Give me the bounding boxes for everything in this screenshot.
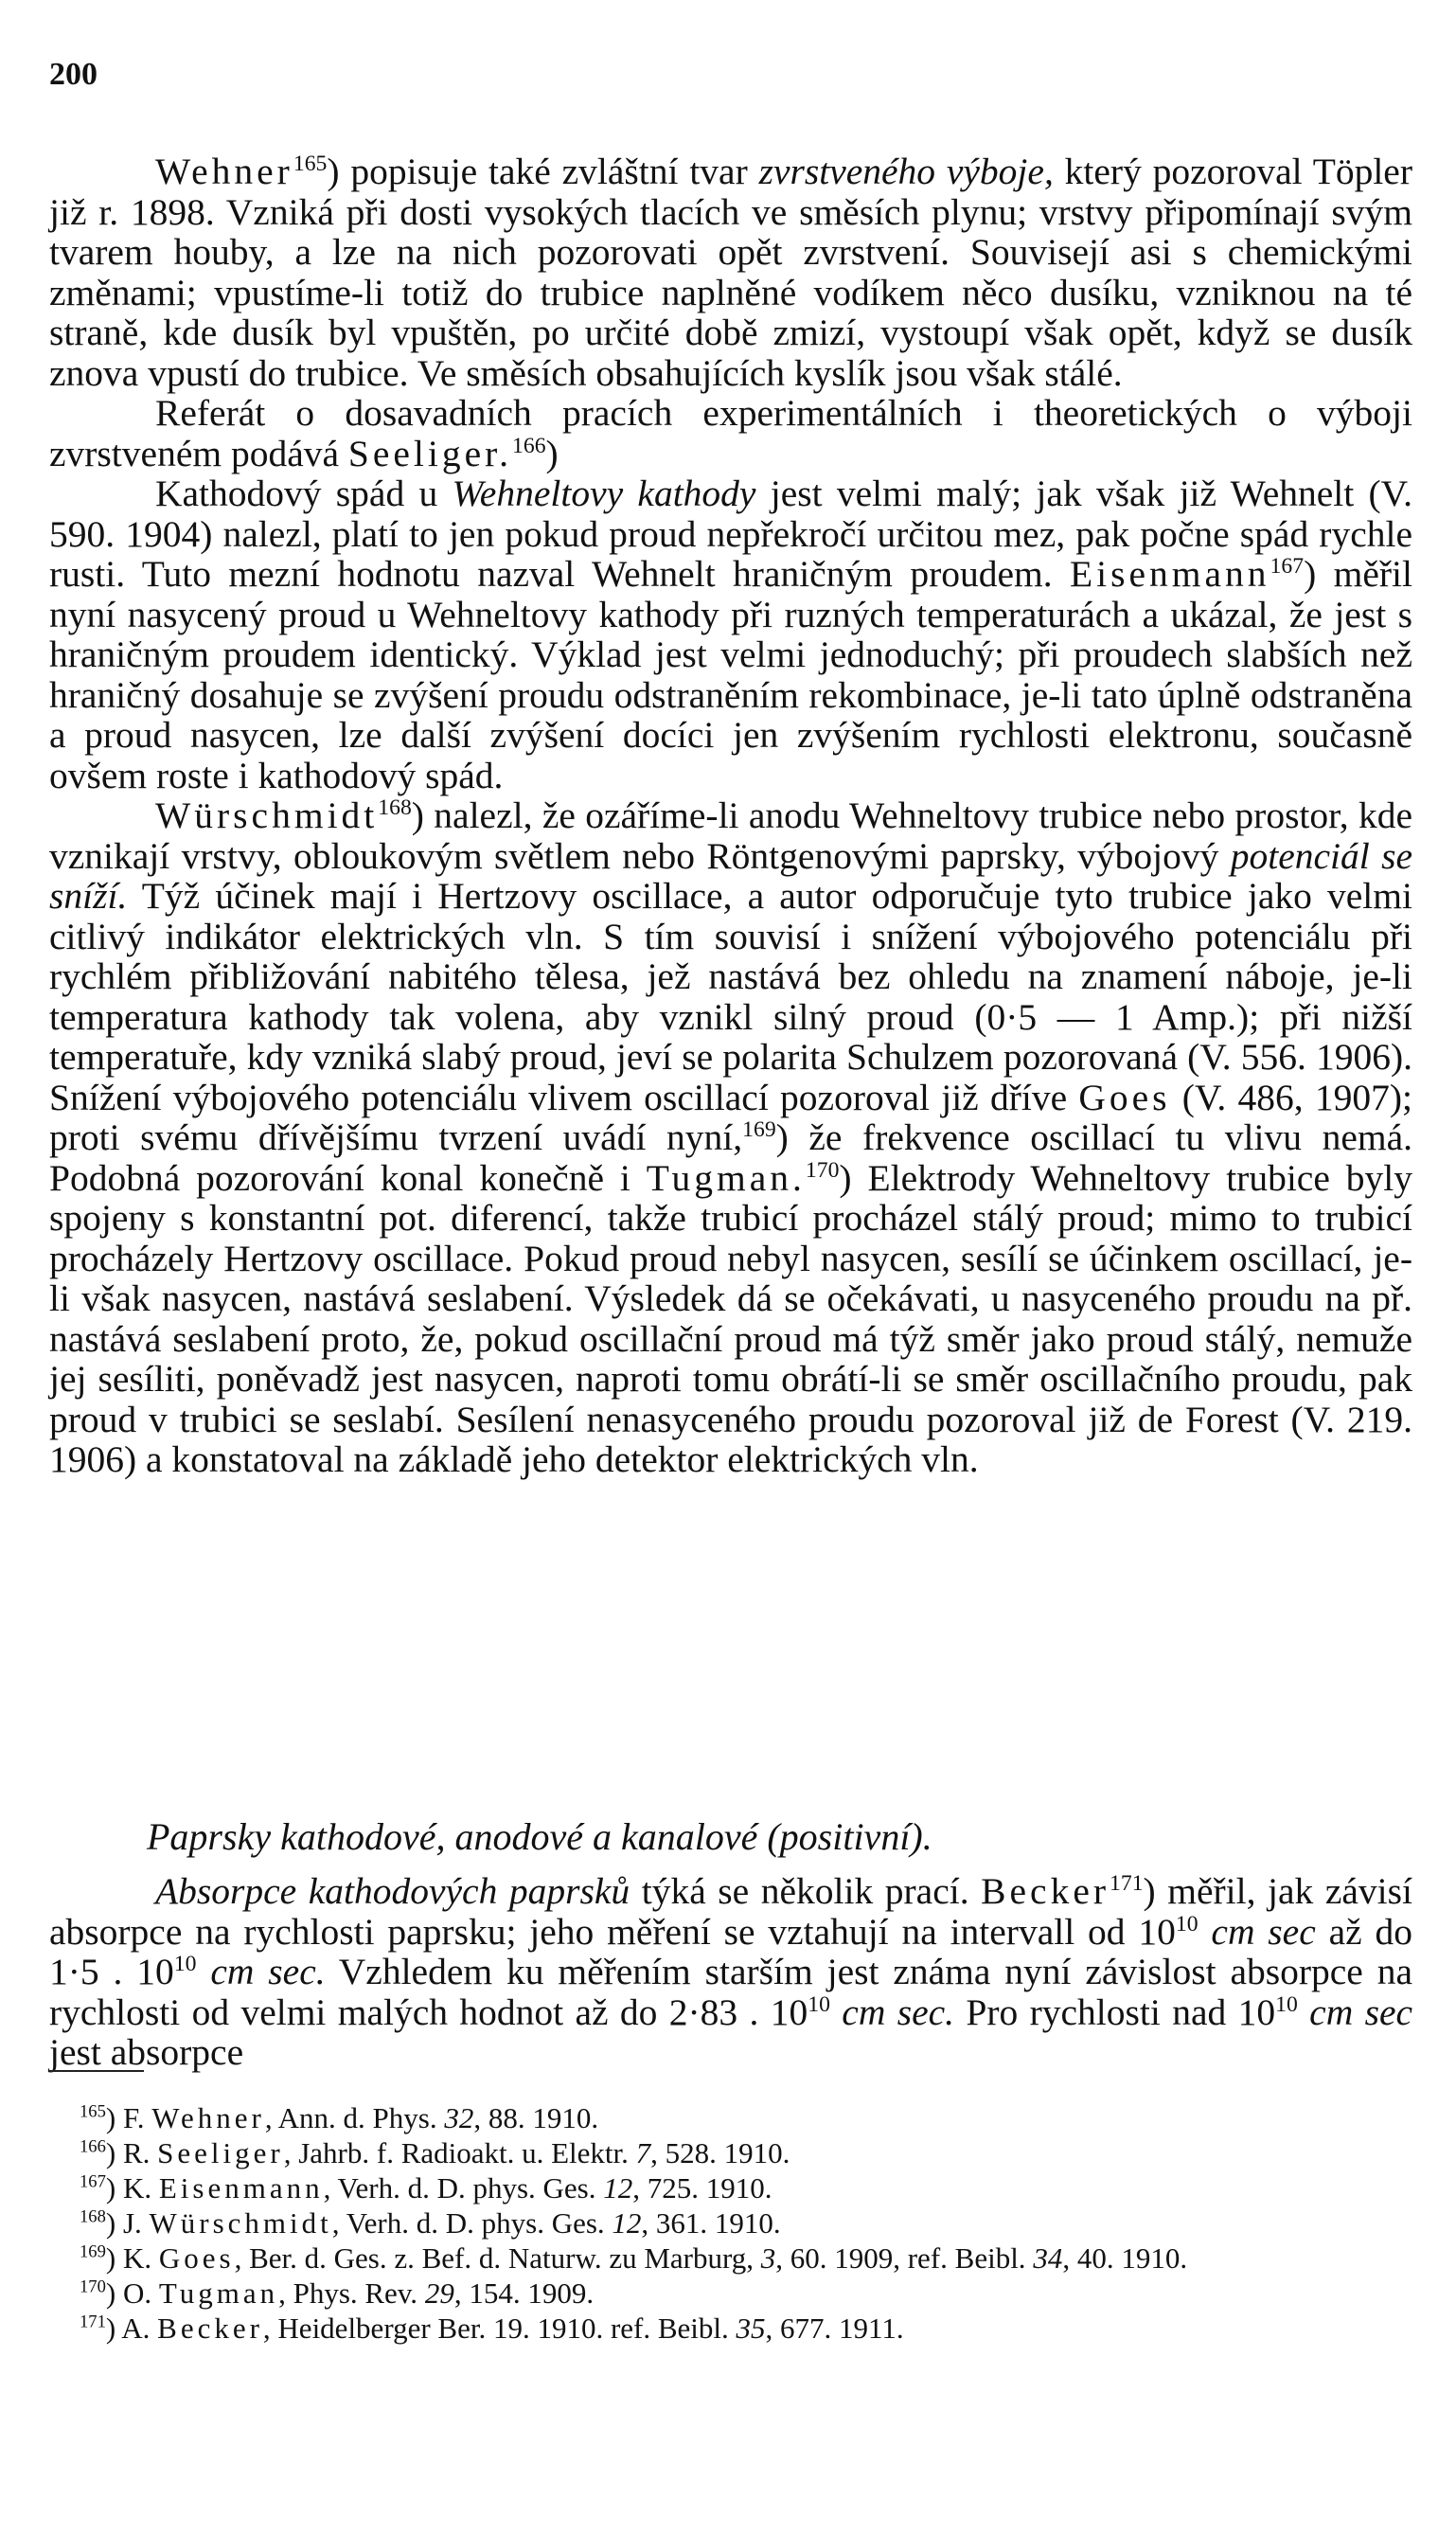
paragraph — [49, 1871, 1412, 2073]
text-run: ) A. — [105, 2312, 158, 2345]
paragraph — [49, 473, 1412, 795]
text-run: , 528. 1910. — [650, 2136, 790, 2169]
text-run: cm sec. — [210, 1951, 326, 1992]
text-run: ) že frekvence oscillací tu vlivu nemá. Podobná pozorování konal konečně i — [49, 1116, 1412, 1199]
text-run: cm sec — [1309, 1991, 1413, 2033]
footnote — [49, 2276, 1412, 2311]
text-run: ) měřil, jak závisí absorpce na rychlosti paprsku; jeho měření se vztahují na intervall od 10 — [49, 1870, 1412, 1953]
footnote-ref: 166 — [80, 2136, 106, 2157]
text-run: ) F. — [105, 2101, 152, 2134]
text-run: , Ann. d. Phys. — [264, 2101, 445, 2134]
text-run: Týž účinek mají i Hertzovy oscillace, a autor odporučuje tyto trubice jako velmi citlivý indikátor elektrických vln. S tím souvisí i snížení výbojového potenciálu při rychlém přibližování nabitého tělesa, jež nastává bez ohledu na znamení náboje, je-li temperatura kathody tak volena, aby vznikl silný proud (0·5 — 1 Amp.); při nižší temperatuře, kdy vzniká slabý proud, jeví se polarita Schulzem pozorovaná (V. 556. 1906). Snížení výbojového potenciálu vlivem oscillací pozoroval již dříve — [49, 875, 1412, 1118]
text-run: 34 — [1033, 2241, 1063, 2275]
text-run: , 677. 1911. — [765, 2312, 904, 2345]
author-name: Becker — [157, 2312, 263, 2345]
text-run: který pozoroval Töpler již r. 1898. Vzniká při dosti vysokých tlacích ve směsích plynu; vrstvy připomínají svým tvarem houby, a lze na nich pozorovati opět zvrstvení. Souvisejí asi s chemickými změnami; vpustíme-li totiž do trubice naplněné vodíkem něco dusíku, vzniknou na té straně, kde dusík byl vpuštěn, po určité době zmizí, vystoupí však opět, když se dusík znova vpustí do trubice. Ve směsích obsahujících kyslík jsou však stálé. — [49, 151, 1412, 394]
text-run: Pro rychlosti nad 10 — [954, 1991, 1276, 2033]
footnote — [49, 2240, 1412, 2276]
text-run: jest absorpce — [49, 2031, 244, 2073]
text-run: , Verh. d. D. phys. Ges. — [331, 2206, 613, 2240]
author-name: Tugman — [158, 2276, 279, 2310]
text-run: 32 — [444, 2101, 474, 2134]
text-run — [1298, 1991, 1309, 2033]
footnote-ref: 165 — [80, 2101, 106, 2122]
page-number: 200 — [49, 57, 98, 92]
text-run: 3 — [760, 2241, 776, 2275]
author-name: Würschmidt — [149, 2206, 332, 2240]
author-name: Seeliger. — [347, 432, 513, 474]
footnote-ref: 167 — [1270, 553, 1305, 579]
author-name: Eisenmann — [1070, 553, 1270, 595]
footnote — [49, 2135, 1412, 2170]
text-run: 12 — [603, 2171, 633, 2205]
text-run: cm sec — [1211, 1910, 1316, 1953]
text-run: , 154. 1909. — [453, 2276, 595, 2310]
text-run: zvrstveného výboje, — [758, 151, 1054, 192]
section-text — [49, 1871, 1412, 2073]
footnote — [49, 2311, 1412, 2346]
footnote-ref: 10 — [173, 1951, 197, 1976]
footnote-ref: 169 — [80, 2241, 106, 2262]
text-run: ) Elektrody Wehneltovy trubice byly spojeny s konstantní pot. diferencí, takže trubicí procházel stálý proud; mimo to trubicí procházely Hertzovy oscillace. Pokud proud nebyl nasycen, sesílí se účinkem oscillací, je-li však nasycen, nastává seslabení. Výsledek dá se očekávati, u nasyceného proudu na př. nastává seslabení proto, že, pokud oscillační proud má týž směr jako proud stálý, nemuže jej sesíliti, poněvadž jest nasycen, naproti tomu obrátí-li se směr oscillačního proudu, pak proud v trubici se seslabí. Sesílení nenasyceného proudu pozoroval již de Forest (V. 219. 1906) a konstatoval na základě jeho detektor elektrických vln. — [49, 1156, 1412, 1480]
text-run: , 361. 1910. — [641, 2206, 781, 2240]
text-run — [1199, 1911, 1212, 1953]
footnote-ref: 168 — [378, 794, 412, 820]
text-run: ) popisuje také zvláštní tvar — [327, 151, 759, 192]
footnote-ref: 165 — [293, 151, 328, 176]
footnote-ref: 10 — [808, 1991, 830, 2017]
paragraph — [49, 152, 1412, 393]
author-name: Seeliger — [157, 2136, 284, 2169]
text-run: Wehneltovy kathody — [452, 473, 756, 514]
text-run: 35 — [736, 2312, 766, 2345]
text-run: ) měřil nyní nasycený proud u Wehneltovy kathody při ruzných temperaturách a ukázal, že jest s hraničným proudem identický. Výklad jest velmi jednoduchý; při proudech slabších než hraničný dosahuje se zvýšení proudu odstraněním rekombinace, je-li tato úplně odstraněna a proud nasycen, lze další zvýšení docíci jen zvýšením rychlosti elektronu, současně ovšem roste i kathodový spád. — [49, 553, 1412, 796]
text-run: Kathodový spád u — [155, 473, 453, 514]
text-run: potenciál se sníží. — [49, 834, 1412, 917]
text-run: jest velmi malý; jak však již Wehnelt (V. 590. 1904) nalezl, platí to jen pokud proud nepřekročí určitou mez, pak počne spád rychle rusti. Tuto mezní hodnotu nazval Wehnelt hraničným proudem. — [49, 473, 1412, 595]
text-run: ) J. — [105, 2206, 150, 2240]
text-run: , Verh. d. D. phys. Ges. — [323, 2171, 604, 2205]
text-run: , Heidelberger Ber. 19. 1910. ref. Beibl. — [262, 2312, 737, 2345]
text-run: 7 — [635, 2136, 651, 2169]
footnote-ref: 10 — [1275, 1991, 1298, 2017]
author-name: Tugman. — [646, 1156, 806, 1199]
text-run: Vzhledem ku měřením starším jest známa nyní závislost absorpce na rychlosti od velmi malých hodnot až do 2·83 . 10 — [49, 1951, 1413, 2033]
author-name: Goes — [158, 2241, 235, 2275]
text-run: Absorpce kathodových paprsků — [155, 1870, 630, 1912]
footnote-ref: 171 — [80, 2312, 106, 2332]
footnote-ref: 168 — [80, 2206, 106, 2227]
footnote — [49, 2170, 1412, 2205]
text-run — [830, 1991, 842, 2033]
author-name: Würschmidt — [155, 794, 379, 836]
text-run: ) nalezl, že ozáříme-li anodu Wehneltovy trubice nebo prostor, kde vznikají vrstvy, obloukovým světlem nebo Röntgenovými paprsky, výbojový — [49, 794, 1412, 877]
text-run: 12 — [612, 2206, 642, 2240]
text-run: , Phys. Rev. — [278, 2276, 425, 2310]
footnote-ref: 167 — [80, 2171, 106, 2192]
footnotes — [49, 2100, 1412, 2346]
paragraph — [49, 393, 1412, 473]
text-run: až do 1·5 . 10 — [49, 1910, 1412, 1992]
main-text — [49, 152, 1412, 1480]
footnote-ref: 170 — [805, 1157, 840, 1183]
author-name: Becker — [981, 1870, 1110, 1912]
text-run: cm sec. — [842, 1991, 955, 2033]
text-run — [196, 1951, 210, 1992]
text-run: týká se několik prací. — [630, 1870, 982, 1912]
footnote-ref: 171 — [1110, 1870, 1144, 1896]
footnote-ref: 169 — [742, 1116, 776, 1142]
footnote-rule — [49, 2070, 144, 2072]
text-run: , 725. 1910. — [632, 2171, 772, 2205]
text-run: ) K. — [105, 2241, 159, 2275]
text-run: ) O. — [105, 2276, 159, 2310]
text-run: Referát o dosavadních pracích experimentálních i theoretických o výboji zvrstveném podává — [49, 392, 1412, 474]
footnote — [49, 2100, 1412, 2135]
text-run: , 40. 1910. — [1062, 2241, 1188, 2275]
text-run: , Ber. d. Ges. z. Bef. d. Naturw. zu Marburg, — [234, 2241, 761, 2275]
author-name: Goes — [1078, 1076, 1171, 1118]
text-run: , 88. 1910. — [473, 2101, 599, 2134]
footnote-ref: 10 — [1175, 1911, 1199, 1937]
footnote-ref: 166 — [512, 433, 546, 458]
text-run: (V. 486, 1907); proti svému dřívějšímu tvrzení uvádí nyní, — [49, 1076, 1412, 1158]
author-name: Wehner — [155, 151, 293, 192]
text-run: , 60. 1909, ref. Beibl. — [775, 2241, 1034, 2275]
section-heading: Paprsky kathodové, anodové a kanalové (positivní). — [147, 1815, 932, 1858]
author-name: Wehner — [151, 2101, 265, 2134]
text-run: , Jahrb. f. Radioakt. u. Elektr. — [283, 2136, 636, 2169]
text-run: ) R. — [105, 2136, 158, 2169]
footnote — [49, 2205, 1412, 2240]
author-name: Eisenmann — [158, 2171, 324, 2205]
footnote-ref: 170 — [80, 2276, 106, 2297]
text-run: ) K. — [105, 2171, 159, 2205]
text-run: 29 — [424, 2276, 454, 2310]
paragraph — [49, 795, 1412, 1480]
text-run: ) — [545, 432, 559, 474]
